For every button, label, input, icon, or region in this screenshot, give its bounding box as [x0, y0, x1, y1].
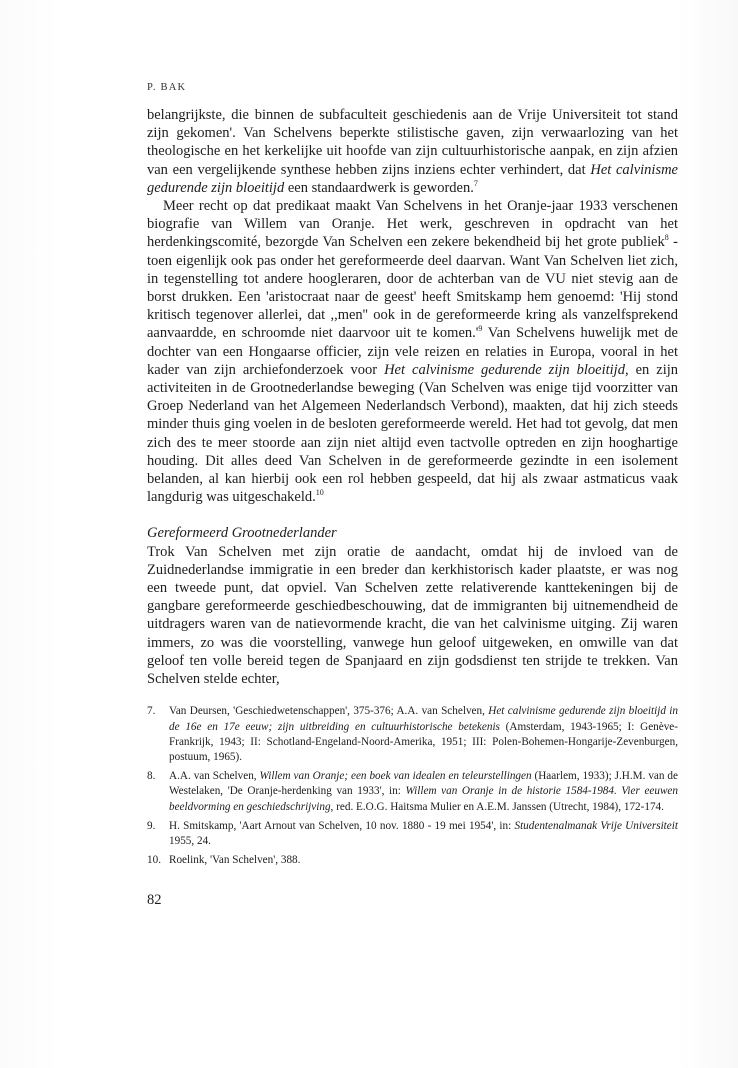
text-run: Roelink, 'Van Schelven', 388. [169, 854, 301, 867]
text-run: Van Deursen, 'Geschiedwetenschappen', 375-376; A.A. van Schelven, [169, 705, 489, 718]
italic-title: Het calvinisme gedurende zijn bloeitijd, [384, 361, 629, 378]
footnote-text [169, 819, 678, 849]
footnote-ref: 7 [473, 178, 478, 188]
footnote [147, 769, 678, 815]
text-run: en zijn activiteiten in de Grootnederlandse beweging (Van Schelven was enige tijd voorzitter van Groep Nederland van het Algemeen Nederlandsch Verbond), maakten, dat hij zich steeds minder thuis ging voelen in de besloten gereformeerde wereld. Het had tot gevolg, dat men zich des te meer stoorde aan zijn niet altijd even tactvolle optreden en zijn hooghartige houding. Dit alles deed Van Schelven in de gereformeerde gezindte in een isolement belanden, al kan hierbij ook een rol hebben gespeeld, dat hij als zwaar astmaticus vaak langdurig was uitgeschakeld. [147, 361, 678, 506]
footnote [147, 819, 678, 849]
italic-title: Het calvinisme gedurende zijn bloeitijd in de 16e en 17e eeuw; zijn uitbreiding en cultuurhistorische betekenis [169, 705, 678, 733]
footnote-number: 10. [147, 854, 161, 867]
italic-title: Studentenalmanak Vrije Universiteit [514, 819, 678, 832]
italic-title: Het calvinisme gedurende zijn bloeitijd [147, 161, 678, 196]
footnote-number: 8. [147, 770, 156, 783]
footnote-ref: 10 [315, 488, 324, 498]
footnote-text [169, 853, 678, 868]
text-run: H. Smitskamp, 'Aart Arnout van Schelven, 10 nov. 1880 - 19 mei 1954', in: [169, 819, 515, 832]
text-run: een standaardwerk is geworden. [284, 179, 474, 196]
paragraph [147, 197, 678, 506]
footnote-ref: 9 [478, 324, 483, 334]
footnote-text [169, 769, 678, 815]
italic-title: Willem van Oranje; een boek van idealen en teleurstellingen [259, 770, 532, 783]
section-heading: Gereformeerd Grootnederlander [147, 525, 337, 542]
section-paragraph: Trok Van Schelven met zijn oratie de aandacht, omdat hij de invloed van de Zuidnederlandse immigratie in een breder dan kerkhistorisch kader plaatste, er was nog een tweede punt, dat opviel. Van Schelven zette relativerende kanttekeningen bij de gangbare gereformeerde geschiedbeschouwing, dat de immigranten bij uitnemendheid de uitdragers waren van de natievormende kracht, die van het calvinisme uitging. Zij waren immers, zo was die voorstelling, vanwege hun geloof uitgeweken, en omwille van dat geloof ten volle bereid tegen de Spanjaard en zijn godsdienst ten strijde te trekken. Van Schelven stelde echter, [147, 543, 678, 688]
footnote [147, 704, 678, 765]
footnote-text [169, 704, 678, 765]
text-run: belangrijkste, die binnen de subfaculteit geschiedenis aan de Vrije Universiteit tot stand zijn gekomen'. Van Schelvens beperkte stilistische gaven, zijn verwaarlozing van het theologische en het kerkelijke uit hoofde van zijn cultuurhistorische aanpak, en zijn afzien van een vergelijkende synthese hebben zijns inziens echter verhindert, dat [147, 107, 678, 178]
italic-title: Willem van Oranje in de historie 1584-1984. Vier eeuwen beeldvorming en geschiedschrijving, [169, 785, 678, 813]
running-head: P. BAK [147, 82, 187, 93]
text-run: - toen eigenlijk ook pas onder het gereformeerde deel daarvan. Want Van Schelven liet zich, in tegenstelling tot andere hoogleraren, door de achterban van de VU niet stevig aan de borst drukken. Een 'aristocraat naar de geest' heeft Smitskamp hem genoemd: 'Hij stond kritisch tegenover allerlei, dat ,,men'' ook in de gereformeerde kring als vanzelfsprekend aanvaardde, en schroomde niet daarvoor uit te komen.' [147, 234, 678, 342]
text-run: red. E.O.G. Haitsma Mulier en A.E.M. Janssen (Utrecht, 1984), 172-174. [333, 800, 664, 813]
footnote-ref: 8 [664, 233, 669, 243]
page-content [147, 82, 678, 909]
text-run: Meer recht op dat predikaat maakt Van Schelvens in het Oranje-jaar 1933 verschenen biografie van Willem van Oranje. Het werk, geschreven in opdracht van het herdenkingscomité, bezorgde Van Schelven een zekere bekendheid bij het grote publiek [147, 198, 678, 251]
footnote [147, 853, 678, 868]
body-text [147, 106, 678, 688]
text-run: (Amsterdam, 1943-1965; I: Genève-Frankrijk, 1943; II: Schotland-Engeland-Noord-Amerika, 1951; III: Polen-Bohemen-Hongarije-Zevenburgen, postuum, 1965). [169, 720, 678, 763]
text-run: Van Schelvens huwelijk met de dochter van een Hongaarse officier, zijn vele reizen en relaties in Europa, vooral in het kader van zijn archiefonderzoek voor [147, 325, 678, 378]
footnote-number: 9. [147, 819, 156, 832]
text-run: 1955, 24. [169, 834, 211, 847]
text-run: (Haarlem, 1933); J.H.M. van de Westelaken, 'De Oranje-herdenking van 1933', in: [169, 770, 678, 798]
footnotes [147, 704, 678, 868]
page-number: 82 [147, 892, 162, 909]
footnote-number: 7. [147, 705, 156, 718]
text-run: A.A. van Schelven, [169, 770, 260, 783]
paragraph [147, 106, 678, 197]
